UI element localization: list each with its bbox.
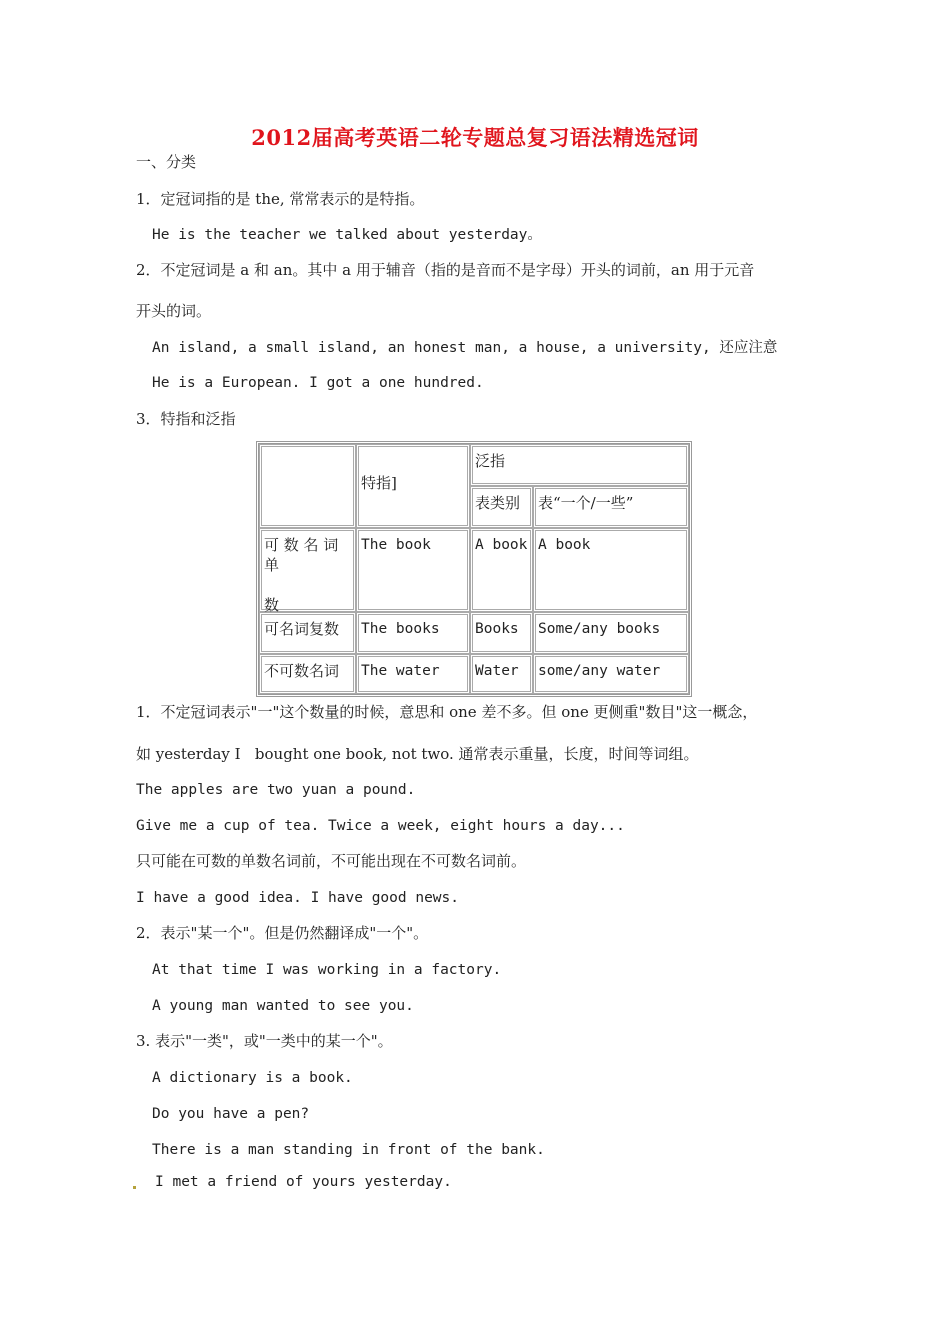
table-cell: Some/any books: [533, 612, 689, 654]
example-sentence: At that time I was working in a factory.: [152, 962, 502, 978]
example-sentence: I have a good idea. I have good news.: [136, 890, 460, 906]
paragraph: 1．不定冠词表示"一"这个数量的时候，意思和 one 差不多。但 one 更侧重"数目"这一概念，: [136, 703, 758, 721]
example-sentence: A dictionary is a book.: [152, 1070, 353, 1086]
page-title: 2012届高考英语二轮专题总复习语法精选冠词: [251, 125, 699, 150]
paragraph: 3．特指和泛指: [136, 410, 236, 428]
bullet-dot: [133, 1186, 136, 1189]
paragraph: 如 yesterday I bought one book, not two. 通常表示重量，长度，时间等词组。: [136, 745, 699, 763]
example-sentence: He is the teacher we talked about yesterday。: [152, 227, 542, 243]
table-row-label: 可名词复数: [259, 612, 356, 654]
table-cell: some/any water: [533, 654, 689, 694]
table-cell: The water: [356, 654, 470, 694]
table-cell: Books: [470, 612, 533, 654]
row-label-text: 数: [264, 596, 280, 614]
section-heading: 一、分类: [136, 153, 197, 171]
example-sentence: The apples are two yuan a pound.: [136, 782, 416, 798]
table-header-cell: 泛指: [470, 444, 689, 486]
row-label-text: 可 数 名 词 单: [264, 536, 339, 574]
paragraph: 2．表示"某一个"。但是仍然翻译成"一个"。: [136, 924, 429, 942]
table-row-label: 不可数名词: [259, 654, 356, 694]
paragraph: 开头的词。: [136, 302, 212, 320]
table-header-cell: 表类别: [470, 486, 533, 528]
paragraph: 1．定冠词指的是 the, 常常表示的是特指。: [136, 190, 425, 208]
table-cell: A book: [533, 528, 689, 612]
example-sentence: Give me a cup of tea. Twice a week, eight hours a day...: [136, 818, 625, 834]
table-corner-cell: [259, 444, 356, 528]
paragraph: 2．不定冠词是 a 和 an。其中 a 用于辅音（指的是音而不是字母）开头的词前，an 用于元音: [136, 261, 755, 279]
table-cell: A book: [470, 528, 533, 612]
table-cell: The book: [356, 528, 470, 612]
example-sentence: I met a friend of yours yesterday.: [155, 1174, 452, 1190]
example-sentence: He is a European. I got a one hundred.: [152, 375, 484, 391]
example-sentence: There is a man standing in front of the bank.: [152, 1142, 545, 1158]
paragraph: 3. 表示"一类"，或"一类中的某一个"。: [136, 1032, 393, 1050]
article-table: [256, 441, 692, 697]
example-sentence: A young man wanted to see you.: [152, 998, 414, 1014]
table-header-cell: 特指]: [356, 444, 470, 528]
example-sentence: Do you have a pen?: [152, 1106, 310, 1122]
table-row-label: [259, 528, 356, 612]
table-cell: The books: [356, 612, 470, 654]
table-cell: Water: [470, 654, 533, 694]
example-sentence: An island, a small island, an honest man, a house, a university, 还应注意: [152, 340, 778, 356]
paragraph: 只可能在可数的单数名词前，不可能出现在不可数名词前。: [136, 852, 527, 870]
table-header-cell: 表“一个/一些”: [533, 486, 689, 528]
